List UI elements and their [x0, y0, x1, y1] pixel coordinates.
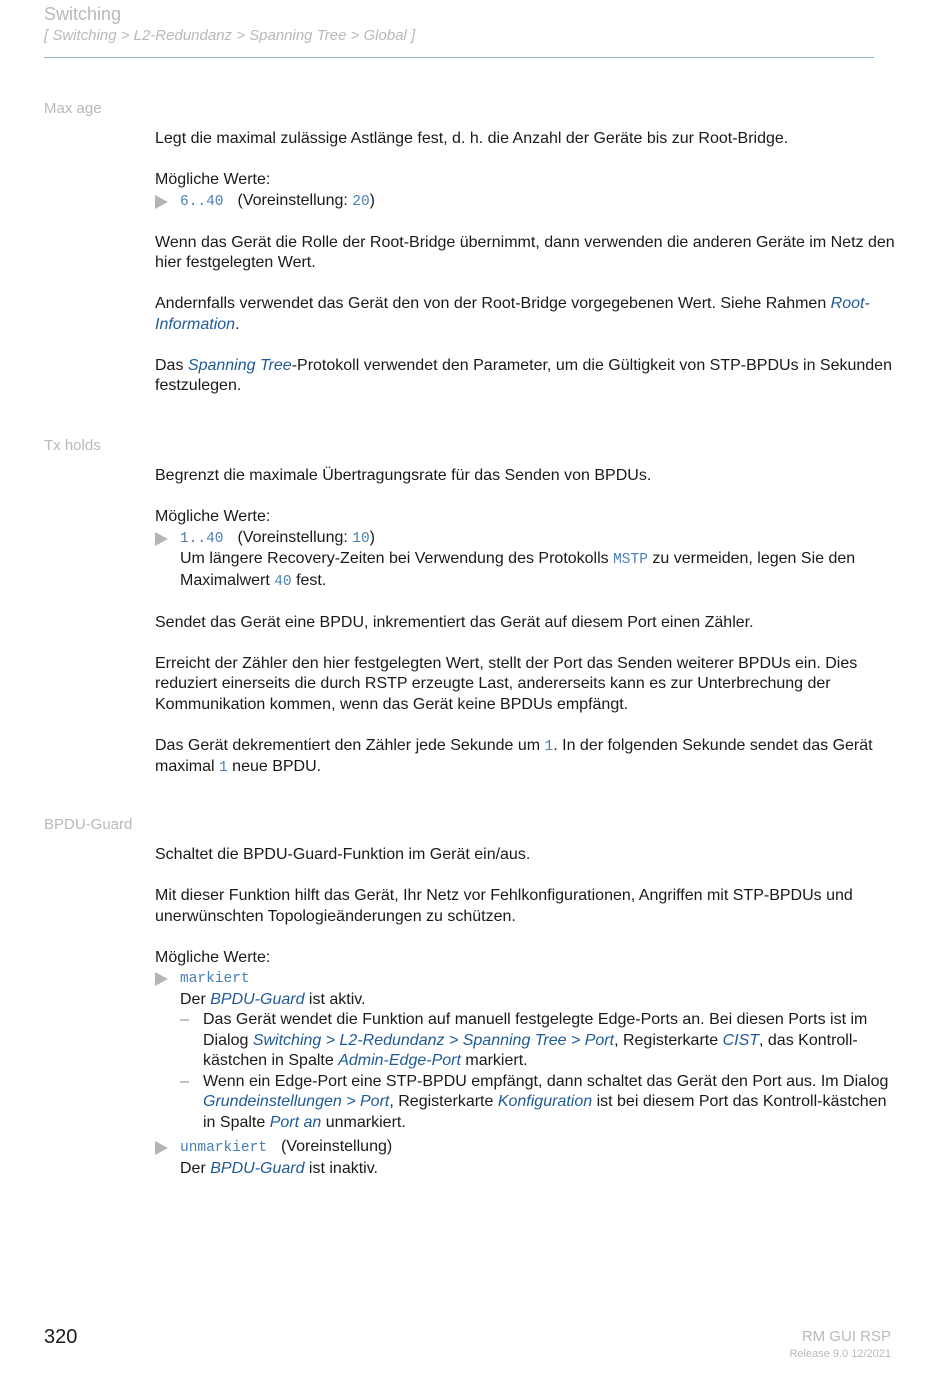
- link-bpdu-guard[interactable]: BPDU-Guard: [210, 1159, 305, 1177]
- value-item: 1..40 (Voreinstellung: 10) Um längere Recovery-Zeiten bei Verwendung des Protokolls MSTP zu vermeiden, legen Sie den Maximalwert 40 fest.: [155, 528, 895, 593]
- value-item: 6..40 (Voreinstellung: 20): [155, 191, 895, 213]
- possible-values-label: Mögliche Werte:: [155, 171, 271, 188]
- dash-bullet-icon: –: [180, 1011, 189, 1028]
- bullet-triangle-icon: [155, 532, 168, 546]
- range-value: 1..40: [180, 530, 224, 547]
- release-info: Release 9.0 12/2021: [789, 1348, 891, 1360]
- header-divider: [44, 57, 874, 58]
- dash-item: – Das Gerät wendet die Funktion auf manuell festgelegte Edge-Ports an. Bei diesen Ports ist im Dialog Switching > L2-Redundanz > Spanning Tree > Port, Registerkarte CIST, das Kontroll-kästchen in Spalte Admin-Edge-Port markiert.: [180, 1011, 868, 1069]
- possible-values-label: Mögliche Werte:: [155, 948, 271, 966]
- max-age-description: Legt die maximal zulässige Astlänge fest, d. h. die Anzahl der Geräte bis zur Root-Bridge.: [155, 130, 789, 147]
- bpdu-guard-description: Schaltet die BPDU-Guard-Funktion im Gerät ein/aus.: [155, 846, 531, 863]
- protocol-value: MSTP: [613, 552, 648, 568]
- option-value: unmarkiert: [180, 1140, 268, 1156]
- value-item-unmarkiert: unmarkiert (Voreinstellung) Der BPDU-Guard ist inaktiv.: [155, 1137, 895, 1179]
- section-bpdu-guard: [155, 845, 895, 1179]
- default-label: (Voreinstellung): [281, 1138, 393, 1155]
- paragraph: Das Gerät dekrementiert den Zähler jede Sekunde um 1. In der folgenden Sekunde sendet das Gerät maximal 1 neue BPDU.: [155, 736, 873, 776]
- link-spanning-tree[interactable]: Spanning Tree: [187, 356, 292, 374]
- paragraph: Andernfalls verwendet das Gerät den von der Root-Bridge vorgegebenen Wert. Siehe Rahmen Root-Information.: [155, 295, 870, 333]
- tx-holds-description: Begrenzt die maximale Übertragungsrate für das Senden von BPDUs.: [155, 467, 652, 484]
- link-admin-edge-port[interactable]: Admin-Edge-Port: [338, 1052, 461, 1069]
- chapter-title: Switching: [44, 4, 122, 24]
- max-value: 40: [274, 573, 292, 590]
- possible-values-label: Mögliche Werte:: [155, 508, 271, 525]
- link-bpdu-guard[interactable]: BPDU-Guard: [210, 990, 305, 1008]
- section-label-max-age: Max age: [44, 100, 102, 117]
- bullet-triangle-icon: [155, 1141, 168, 1155]
- link-dialog-grundeinstellungen[interactable]: Grundeinstellungen > Port: [203, 1093, 390, 1110]
- section-tx-holds: [155, 466, 895, 779]
- link-root-information[interactable]: Root-Information: [155, 295, 870, 333]
- section-label-tx-holds: Tx holds: [44, 437, 101, 454]
- default-value: 20: [352, 193, 370, 210]
- dash-bullet-icon: –: [180, 1072, 189, 1090]
- paragraph: Das Spanning Tree-Protokoll verwendet den Parameter, um die Gültigkeit von STP-BPDUs in Sekunden festzulegen.: [155, 356, 892, 394]
- range-value: 6..40: [180, 193, 224, 210]
- paragraph: Sendet das Gerät eine BPDU, inkrementiert das Gerät auf diesem Port einen Zähler.: [155, 613, 754, 631]
- paragraph: Wenn das Gerät die Rolle der Root-Bridge übernimmt, dann verwenden die anderen Geräte im Netz den hier festgelegten Wert.: [155, 233, 895, 271]
- value-item-markiert: markiert Der BPDU-Guard ist aktiv.: [155, 968, 895, 1010]
- link-tab-cist[interactable]: CIST: [722, 1031, 760, 1049]
- link-dialog-port[interactable]: Switching > L2-Redundanz > Spanning Tree > Port: [252, 1031, 615, 1049]
- breadcrumb: [ Switching > L2-Redundanz > Spanning Tree > Global ]: [44, 27, 416, 44]
- bullet-triangle-icon: [155, 195, 168, 209]
- link-tab-konfiguration[interactable]: Konfiguration: [497, 1093, 593, 1110]
- document-name: RM GUI RSP: [801, 1328, 891, 1345]
- section-max-age: [155, 129, 895, 397]
- default-label: (Voreinstellung:: [237, 191, 353, 209]
- default-value: 10: [352, 530, 370, 547]
- option-value: markiert: [180, 971, 250, 987]
- page-header: [44, 3, 874, 58]
- section-label-bpdu-guard: BPDU-Guard: [44, 816, 133, 833]
- paragraph: Erreicht der Zähler den hier festgelegten Wert, stellt der Port das Senden weiterer BPDUs ein. Dies reduziert einerseits die durch RSTP erzeugte Last, andererseits kann es zur Unterbrechung der Kommunikation kommen, wenn das Gerät keine BPDUs empfängt.: [155, 654, 858, 713]
- link-port-an[interactable]: Port an: [269, 1113, 322, 1131]
- bullet-triangle-icon: [155, 972, 168, 986]
- paragraph: Mit dieser Funktion hilft das Gerät, Ihr Netz vor Fehlkonfigurationen, Angriffen mit STP-BPDUs und unerwünschten Topologieänderungen zu schützen.: [155, 887, 853, 925]
- dash-item: – Wenn ein Edge-Port eine STP-BPDU empfängt, dann schaltet das Gerät den Port aus. Im Dialog Grundeinstellungen > Port, Registerkarte Konfiguration ist bei diesem Port das Kontroll-kästchen in Spalte Port an unmarkiert.: [180, 1072, 889, 1131]
- page-number: 320: [44, 1326, 78, 1348]
